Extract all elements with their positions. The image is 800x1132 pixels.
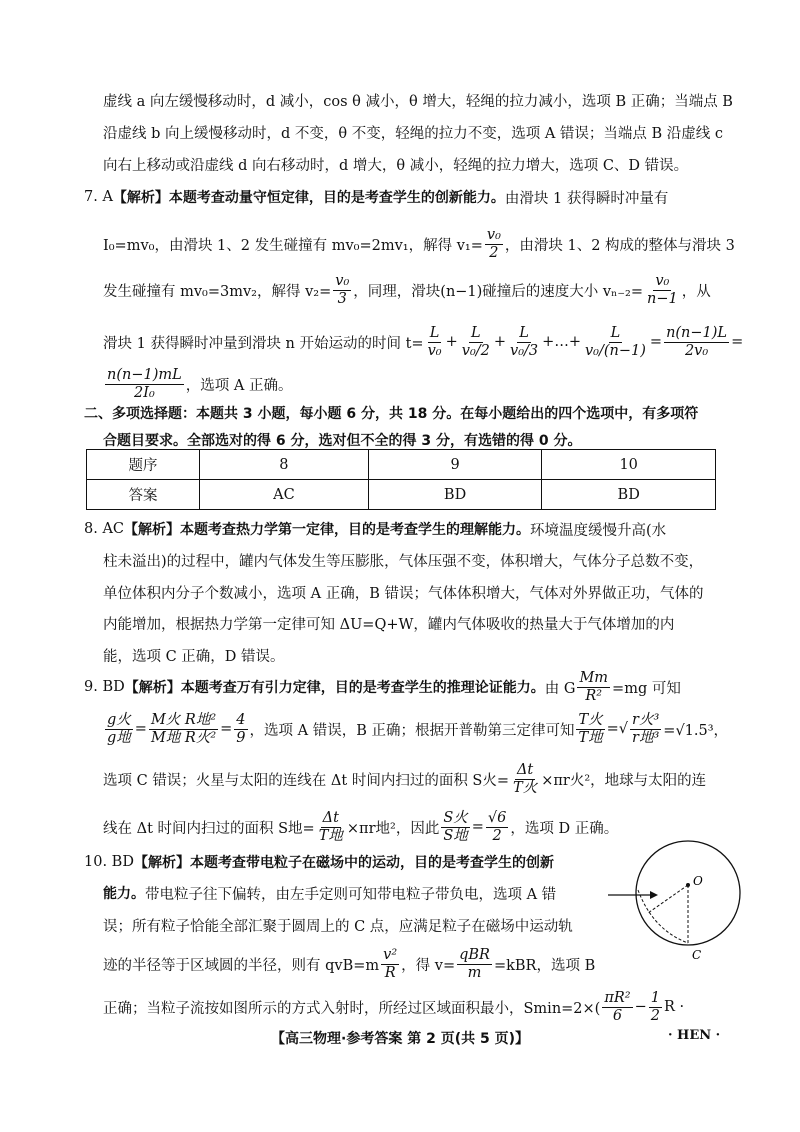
denominator: v₀/2 <box>461 342 490 359</box>
fraction <box>511 762 539 796</box>
text-line <box>103 324 744 359</box>
text-line <box>103 611 674 635</box>
denominator: S地 <box>443 827 468 844</box>
fraction <box>381 947 399 981</box>
table-cell: AC <box>200 480 369 510</box>
text-line <box>103 272 711 307</box>
numerator: √6 <box>487 809 507 826</box>
denominator: 9 <box>236 729 246 746</box>
fraction <box>333 273 351 307</box>
fraction <box>508 325 540 359</box>
denominator: R <box>384 964 396 981</box>
fraction <box>486 810 508 844</box>
text-line <box>103 226 735 261</box>
numerator: n(n−1)mL <box>107 366 182 383</box>
denominator: T地 <box>318 827 343 844</box>
text-run: 滑块 1 获得瞬时冲量到滑块 n 开始运动的时间 t= <box>103 335 424 352</box>
text-run: + <box>493 334 507 350</box>
text-run: ，得 v= <box>401 957 456 974</box>
text-run: 误；所有粒子恰能全部汇聚于圆周上的 C 点，应满足粒子在磁场中运动轨 <box>103 918 573 935</box>
numerator: L <box>519 324 529 341</box>
bold-text: 合题目要求。全部选对的得 6 分，选对但不全的得 3 分，有选错的得 0 分。 <box>103 433 582 449</box>
fraction <box>630 712 661 746</box>
text-line <box>103 152 688 176</box>
page-footer: 【高三物理·参考答案 第 2 页(共 5 页)】 <box>271 1031 529 1047</box>
fraction <box>234 712 247 746</box>
numerator: qBR <box>459 946 490 963</box>
fraction <box>485 227 503 261</box>
text-run: 柱未溢出)的过程中，罐内气体发生等压膨胀，气体压强不变，体积增大，气体分子总数不变， <box>103 553 704 570</box>
arrow-head-icon <box>650 891 658 899</box>
numerator: L <box>429 324 440 341</box>
numerator: n(n−1)L <box>666 324 728 341</box>
denominator: R² <box>585 687 603 704</box>
text-run: R · <box>664 999 685 1015</box>
table-row <box>87 450 716 480</box>
fraction <box>577 670 610 704</box>
text-run: ，选项 A 正确。 <box>185 377 293 394</box>
denominator: M地 R火² <box>150 729 217 746</box>
table-cell: 答案 <box>87 480 200 510</box>
text-line <box>103 711 729 746</box>
denominator: 2v₀ <box>684 342 709 359</box>
text-line <box>103 761 707 796</box>
table-row <box>87 480 716 510</box>
text-run: = <box>134 721 147 737</box>
text-run: 带电粒子往下偏转，由左手定则可知带电粒子带负电，选项 A 错 <box>145 886 557 903</box>
bold-text: 二、多项选择题：本题共 3 小题，每小题 6 分，共 18 分。在每小题给出的四个选项中，有多项符 <box>84 406 699 422</box>
text-line <box>103 88 733 112</box>
table-cell: BD <box>542 480 716 510</box>
text-run: =√1.5³， <box>663 722 729 739</box>
denominator: 2 <box>650 1007 660 1024</box>
text-line <box>103 946 596 981</box>
text-run: 单位体积内分子个数减小，选项 A 正确，B 错误；气体体积增大，气体对外界做正功，气体的 <box>103 585 704 602</box>
text-run: 9. BD <box>84 679 125 695</box>
text-line <box>103 548 703 572</box>
text-run: I₀=mv₀，由滑块 1、2 发生碰撞有 mv₀=2mv₁，解得 v₁= <box>103 237 483 254</box>
table-cell: 题序 <box>87 450 200 480</box>
fraction <box>649 990 662 1024</box>
bold-text: 【解析】本题考查带电粒子在磁场中的运动，目的是考查学生的创新 <box>133 855 554 871</box>
numerator: v₀ <box>486 226 501 243</box>
text-line <box>103 643 285 667</box>
text-run: ，选项 D 正确。 <box>510 820 619 837</box>
text-run: =mg 可知 <box>612 680 681 697</box>
bold-text: 【解析】本题考查动量守恒定律，目的是考查学生的创新能力。 <box>112 190 505 206</box>
text-run: 选项 C 错误；火星与太阳的连线在 Δt 时间内扫过的面积 S火= <box>103 772 510 789</box>
bold-text: 【解析】本题考查热力学第一定律，目的是考查学生的理解能力。 <box>124 522 531 538</box>
text-run: ×πr地²，因此 <box>346 820 440 837</box>
trajectory-arc <box>638 890 688 943</box>
footer-code: · HEN · <box>668 1028 721 1043</box>
denominator: v₀/3 <box>510 342 539 359</box>
table-cell: 9 <box>368 450 542 480</box>
text-line <box>103 913 573 937</box>
text-run: 8. AC <box>84 521 125 537</box>
text-line <box>84 401 698 425</box>
fraction <box>105 367 184 401</box>
text-run: + <box>445 334 458 350</box>
text-run: =kBR，选项 B <box>493 957 596 974</box>
text-run: 正确；当粒子流按如图所示的方式入射时，所经过区域面积最小，Smin=2×( <box>103 1000 601 1017</box>
fraction <box>149 712 218 746</box>
denominator: n−1 <box>647 290 678 307</box>
denominator: r地³ <box>632 729 660 746</box>
text-run: ，选项 A 错误，B 正确；根据开普勒第三定律可知 <box>249 722 575 739</box>
text-run: ，从 <box>681 283 711 300</box>
numerator: L <box>471 324 481 341</box>
text-run: 能，选项 C 正确，D 错误。 <box>103 648 285 665</box>
text-run: = <box>220 721 233 737</box>
text-run: − <box>634 999 647 1015</box>
text-line <box>103 989 685 1024</box>
numerator: g火 <box>107 711 131 728</box>
numerator: Mm <box>579 669 609 686</box>
text-run: 虚线 a 向左缓慢移动时，d 减小，cos θ 减小，θ 增大，轻绳的拉力减小，选项 B 正确；当端点 B <box>103 93 733 110</box>
text-run: +…+ <box>542 334 581 350</box>
text-line <box>84 669 681 704</box>
numerator: v₀ <box>335 272 350 289</box>
text-run: =√ <box>606 721 629 737</box>
fraction <box>426 325 444 359</box>
table-cell: 10 <box>542 450 716 480</box>
denominator: m <box>467 964 482 981</box>
text-line <box>103 120 723 144</box>
text-run: = <box>471 819 484 835</box>
denominator: 2I₀ <box>133 384 155 401</box>
table-cell: BD <box>368 480 542 510</box>
numerator: πR² <box>604 989 631 1006</box>
numerator: M火 R地² <box>150 711 217 728</box>
text-run: 由滑块 1 获得瞬时冲量有 <box>504 190 669 207</box>
text-run: 由 G <box>544 680 576 697</box>
denominator: 2 <box>489 244 499 261</box>
numerator: L <box>610 324 621 341</box>
bold-text: 【解析】本题考查万有引力定律，目的是考查学生的推理论证能力。 <box>124 680 545 696</box>
denominator: 6 <box>612 1007 623 1024</box>
text-run: ，同理，滑块(n−1)碰撞后的速度大小 vₙ₋₂= <box>353 283 643 300</box>
text-run: = <box>731 334 744 350</box>
fraction <box>664 325 729 359</box>
numerator: 1 <box>650 989 660 1006</box>
text-line <box>103 580 703 604</box>
text-run: ×πr火²，地球与太阳的连 <box>541 772 707 789</box>
text-line <box>103 881 556 905</box>
denominator: v₀/(n−1) <box>584 342 646 359</box>
text-line <box>84 185 668 209</box>
center-point <box>686 883 690 887</box>
numerator: 4 <box>236 711 246 728</box>
denominator: g地 <box>107 729 131 746</box>
numerator: v₀ <box>655 272 670 289</box>
fraction <box>583 325 648 359</box>
numerator: T火 <box>578 711 603 728</box>
text-line <box>84 517 666 541</box>
text-run: 内能增加，根据热力学第一定律可知 ΔU=Q+W，罐内气体吸收的热量大于气体增加的内 <box>103 616 675 633</box>
denominator: T地 <box>578 729 603 746</box>
text-line <box>84 850 554 874</box>
table-cell: 8 <box>200 450 369 480</box>
denominator: v₀ <box>427 342 442 359</box>
fraction <box>576 712 604 746</box>
radius-line <box>648 885 688 913</box>
text-run: 线在 Δt 时间内扫过的面积 S地= <box>103 820 315 837</box>
label-c: C <box>692 948 702 962</box>
fraction <box>105 712 133 746</box>
fraction <box>602 990 632 1024</box>
text-run: 沿虚线 b 向上缓慢移动时，d 不变，θ 不变，轻绳的拉力不变，选项 A 错误；当端点 B 沿虚线 c <box>103 125 724 142</box>
text-run: 环境温度缓慢升高(水 <box>530 522 667 539</box>
label-o: O <box>693 874 703 888</box>
text-run: ，由滑块 1、2 构成的整体与滑块 3 <box>504 237 735 254</box>
numerator: r火³ <box>632 711 660 728</box>
fraction <box>317 810 345 844</box>
denominator: 3 <box>337 290 347 307</box>
numerator: S火 <box>443 809 468 826</box>
text-run: = <box>649 334 663 350</box>
fraction <box>460 325 492 359</box>
fraction <box>645 273 680 307</box>
text-run: 迹的半径等于区域圆的半径，则有 qvB=m <box>103 957 380 974</box>
magnetic-field-diagram <box>608 835 748 965</box>
text-run: 10. BD <box>84 854 134 870</box>
bold-text: 能力。 <box>103 886 145 902</box>
denominator: T火 <box>513 779 538 796</box>
denominator: 2 <box>492 827 502 844</box>
text-line <box>103 809 619 844</box>
numerator: Δt <box>516 761 534 778</box>
numerator: Δt <box>322 809 339 826</box>
fraction <box>441 810 469 844</box>
text-run: 7. A <box>84 189 113 205</box>
fraction <box>457 947 492 981</box>
text-run: 发生碰撞有 mv₀=3mv₂，解得 v₂= <box>103 283 332 300</box>
answer-table <box>86 449 716 510</box>
numerator: v² <box>383 946 398 963</box>
text-line <box>103 366 293 401</box>
text-run: 向右上移动或沿虚线 d 向右移动时，d 增大，θ 减小，轻绳的拉力增大，选项 C、D 错误。 <box>103 157 689 174</box>
